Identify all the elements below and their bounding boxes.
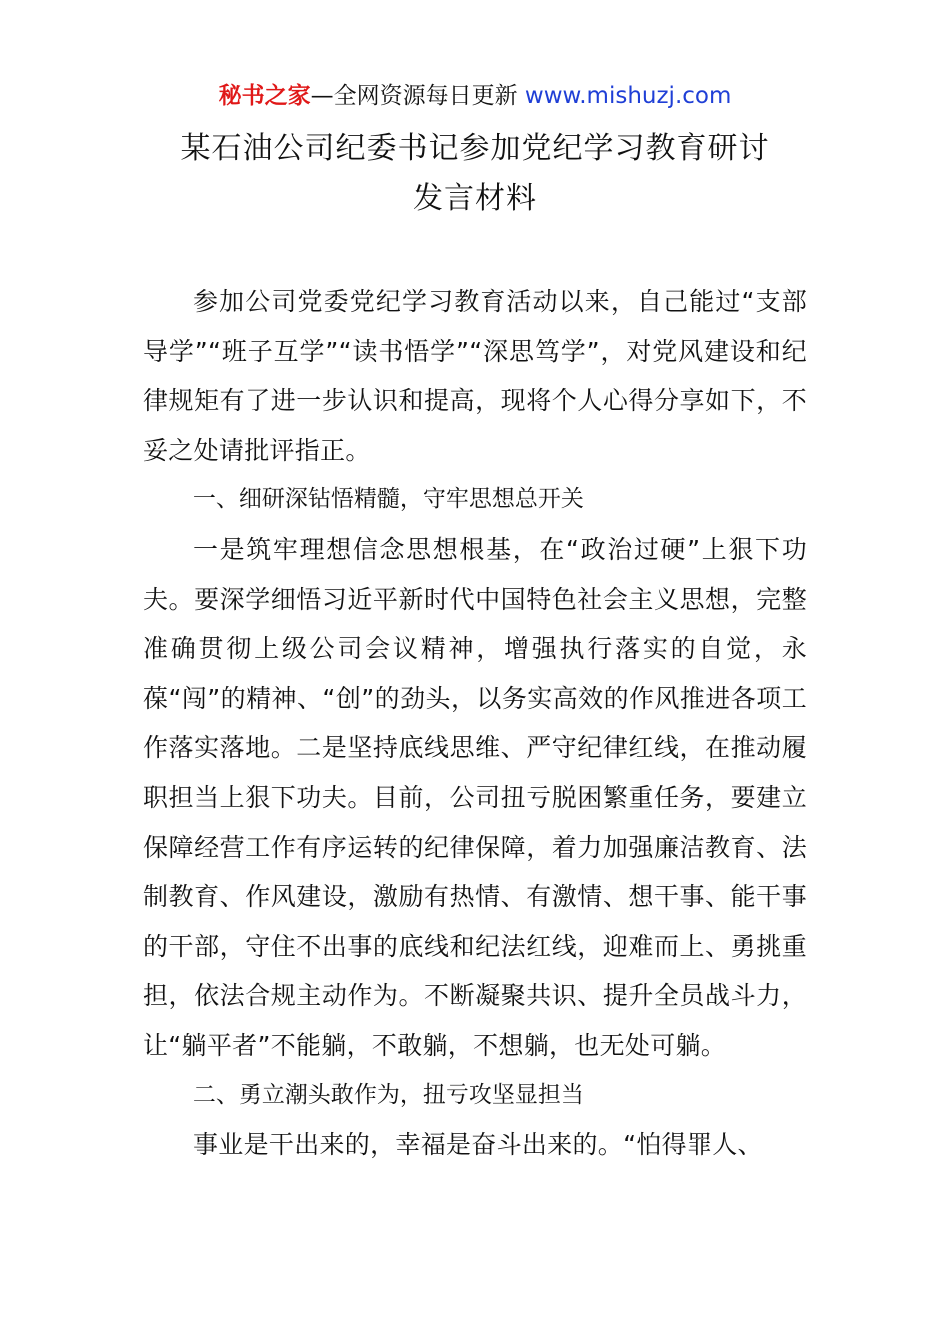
site-url-link[interactable]: www.mishuzj.com bbox=[524, 83, 732, 109]
section-heading-1: 一、细研深钻悟精髓，守牢思想总开关 bbox=[192, 486, 584, 513]
document-title-line-2: 发言材料 bbox=[413, 181, 537, 216]
document-body bbox=[143, 277, 807, 1170]
section-heading-2: 二、勇立潮头敢作为，扭亏攻坚显担当 bbox=[192, 1081, 584, 1108]
header-tagline: —全网资源每日更新 bbox=[310, 83, 525, 109]
section-1-paragraph: 一是筑牢理想信念思想根基，在“政治过硬”上狠下功夫。要深学细悟习近平新时代中国特色社会主义思想，完整准确贯彻上级公司会议精神，增强执行落实的自觉，永葆“闯”的精神、“创”的劲头，以务实高效的作风推进各项工作落实落地。二是坚持底线思维、严守纪律红线，在推动履职担当上狠下功夫。目前，公司扭亏脱困繁重任务，要建立保障经营工作有序运转的纪律保障，着力加强廉洁教育、法制教育、作风建设，激励有热情、有激情、想干事、能干事的干部，守住不出事的底线和纪法红线，迎难而上、勇挑重担，依法合规主动作为。不断凝聚共识、提升全员战斗力，让“躺平者”不能躺，不敢躺，不想躺，也无处可躺。 bbox=[143, 534, 807, 1060]
section-2-paragraph: 事业是干出来的，幸福是奋斗出来的。“怕得罪人、 bbox=[193, 1130, 763, 1160]
intro-paragraph: 参加公司党委党纪学习教育活动以来，自己能过“支部导学”“班子互学”“读书悟学”“深思笃学”，对党风建设和纪律规矩有了进一步认识和提高，现将个人心得分享如下，不妥之处请批评指正。 bbox=[143, 287, 807, 465]
brand-name: 秘书之家 bbox=[218, 83, 311, 109]
document-title-line-1: 某石油公司纪委书记参加党纪学习教育研讨 bbox=[180, 131, 770, 166]
site-header bbox=[0, 80, 950, 112]
